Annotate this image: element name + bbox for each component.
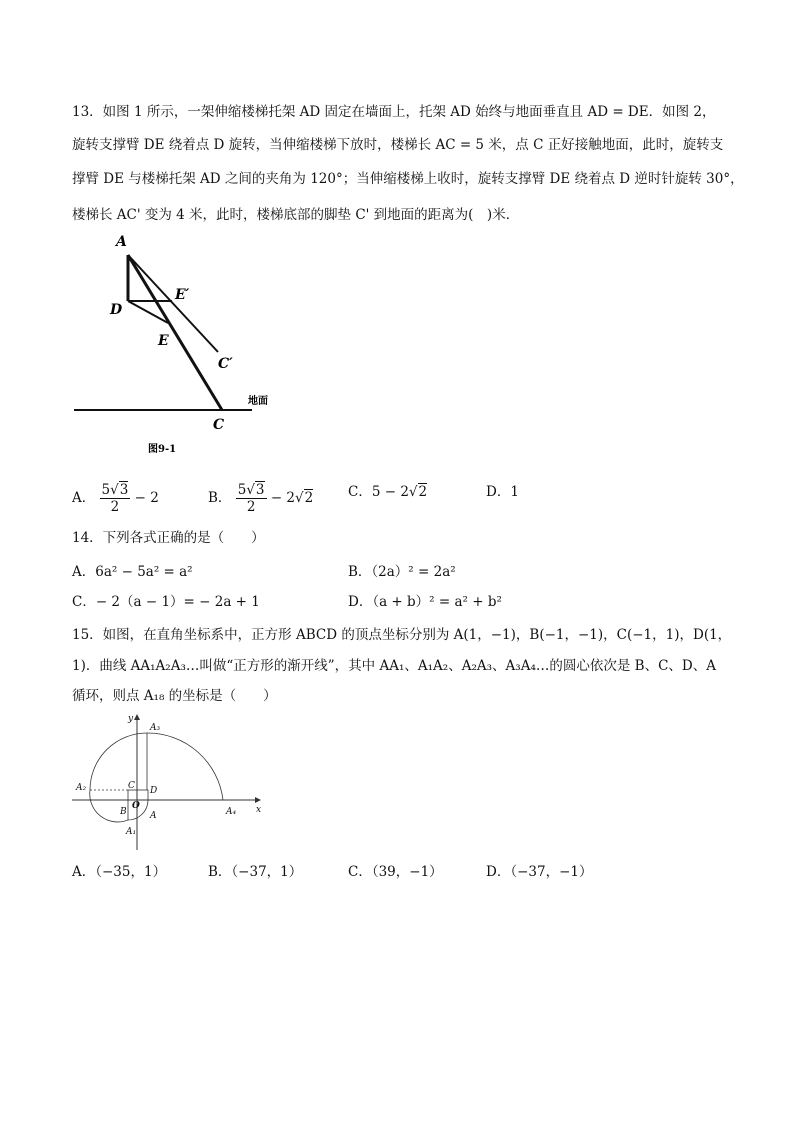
point-A1-label: A₁	[126, 827, 137, 837]
point-A-label: A	[150, 811, 157, 821]
label-E: E	[158, 333, 169, 349]
q13-option-b[interactable]: B． $\frac{5√3}{2}$ − 2√2	[208, 482, 314, 515]
q15-figure	[70, 710, 270, 855]
point-A3-label: A₃	[150, 723, 161, 733]
axis-x-label: x	[256, 805, 262, 815]
q13-line-4: 楼梯长 AC' 变为 4 米，此时，楼梯底部的脚垫 C' 到地面的距离为( )米．	[72, 207, 520, 223]
origin-label: O	[132, 801, 140, 811]
q15-option-a[interactable]: A．（−35，1）	[72, 864, 167, 880]
q15-line-3: 循环，则点 A₁₈ 的坐标是（ ）	[72, 688, 277, 704]
label-ground: 地面	[248, 396, 268, 407]
q14-option-c[interactable]: C．− 2（a − 1）= − 2a + 1	[72, 594, 260, 610]
point-A2-label: A₂	[76, 783, 87, 793]
axis-y-label: y	[128, 714, 134, 724]
q13-line-2: 旋转支撑臂 DE 绕着点 D 旋转，当伸缩楼梯下放时，楼梯长 AC = 5 米，点 C 正好接触地面，此时，旋转支	[72, 137, 724, 153]
figure-caption: 图9-1	[148, 444, 177, 455]
q13-option-a[interactable]: A． $\frac{5√3}{2}$ − 2	[72, 482, 159, 515]
q13-figure	[60, 230, 300, 462]
point-B-label: B	[120, 807, 127, 817]
q15-line-1: 15．如图，在直角坐标系中，正方形 ABCD 的顶点坐标分别为 A(1，−1)，B(−1，−1)，C(−1，1)，D(1，	[72, 627, 732, 643]
q13-line-3: 撑臂 DE 与楼梯托架 AD 之间的夹角为 120°；当伸缩楼梯上收时，旋转支撑臂 DE 绕着点 D 逆时针旋转 30°，	[72, 171, 744, 187]
q15-option-c[interactable]: C．（39，−1）	[348, 864, 443, 880]
point-A4-label: A₄	[226, 807, 237, 817]
label-E-prime: E′	[175, 287, 190, 303]
q14-stem: 14．下列各式正确的是（ ）	[72, 530, 265, 546]
q15-option-d[interactable]: D．（−37，−1）	[486, 864, 593, 880]
label-C-prime: C′	[218, 356, 233, 372]
label-A: A	[116, 234, 127, 250]
label-D: D	[110, 302, 123, 318]
q14-option-d[interactable]: D．（a + b）² = a² + b²	[348, 594, 502, 610]
q15-option-b[interactable]: B．（−37，1）	[208, 864, 303, 880]
label-C: C	[213, 417, 225, 433]
q15-line-2: 1)．曲线 AA₁A₂A₃…叫做“正方形的渐开线”，其中 AA₁、A₁A₂、A₂A₃、A₃A₄…的圆心依次是 B、C、D、A	[72, 658, 716, 674]
q14-option-a[interactable]: A．6a² − 5a² = a²	[72, 564, 193, 580]
q13-option-c[interactable]: C．5 − 2√2	[348, 484, 428, 500]
q13-line-1: 13．如图 1 所示，一架伸缩楼梯托架 AD 固定在墙面上，托架 AD 始终与地面垂直且 AD = DE．如图 2，	[72, 104, 716, 120]
q14-option-b[interactable]: B．（2a）² = 2a²	[348, 564, 456, 580]
point-D-label: D	[150, 786, 158, 796]
q13-option-d[interactable]: D．1	[486, 484, 519, 500]
point-C-label: C	[128, 781, 135, 791]
